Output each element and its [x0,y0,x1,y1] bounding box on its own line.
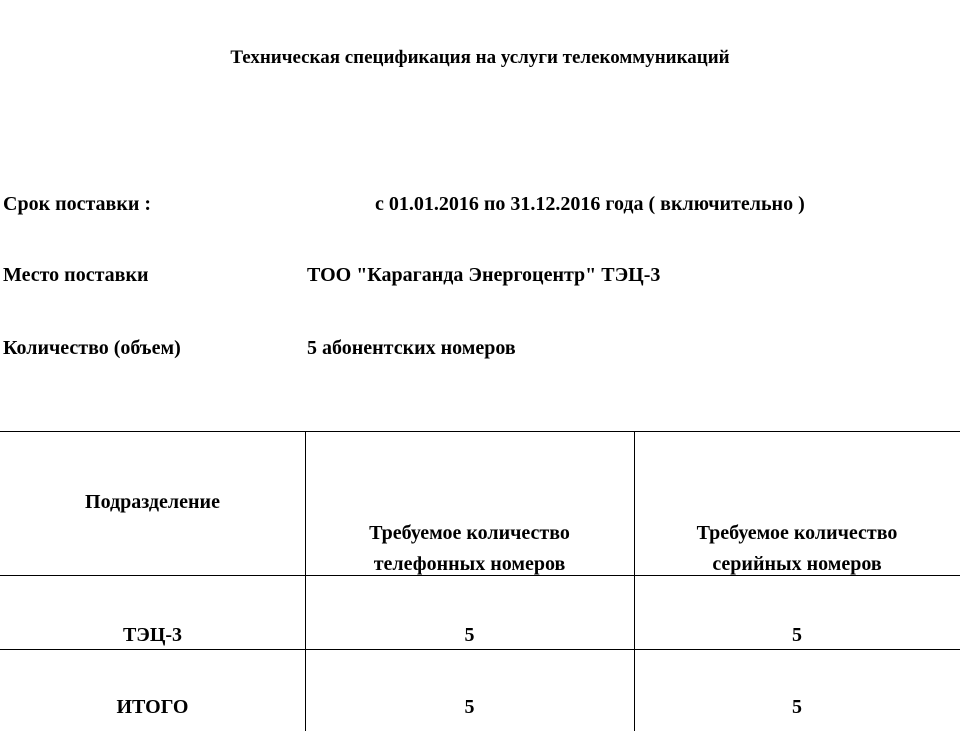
delivery-place-label: Место поставки [3,264,149,286]
header-subdivision: Подразделение [85,491,220,513]
delivery-place-value: ТОО "Караганда Энергоцентр" ТЭЦ-3 [307,264,661,286]
table-cell-subdivision: ТЭЦ-3 [122,624,183,646]
total-serial-numbers: 5 [792,696,802,718]
quantity-label: Количество (объем) [3,337,181,359]
delivery-period-value: с 01.01.2016 по 31.12.2016 года ( включительно ) [375,193,805,215]
document-title: Техническая спецификация на услуги телекоммуникаций [230,47,730,68]
specification-table [0,431,960,731]
header-serial-numbers-line2: серийных номеров [712,553,882,575]
delivery-period-label: Срок поставки : [3,193,152,215]
total-label: ИТОГО [116,696,189,718]
table-divider-col-2 [634,431,635,731]
header-serial-numbers-line1: Требуемое количество [696,522,898,544]
header-phone-numbers-line2: телефонных номеров [373,553,566,575]
table-cell-phone-numbers: 5 [464,624,475,646]
table-border-top [0,431,960,432]
quantity-value: 5 абонентских номеров [307,337,516,359]
table-divider-col-1 [305,431,306,731]
total-phone-numbers: 5 [464,696,475,718]
table-cell-serial-numbers: 5 [792,624,802,646]
header-phone-numbers-line1: Требуемое количество [369,522,570,544]
